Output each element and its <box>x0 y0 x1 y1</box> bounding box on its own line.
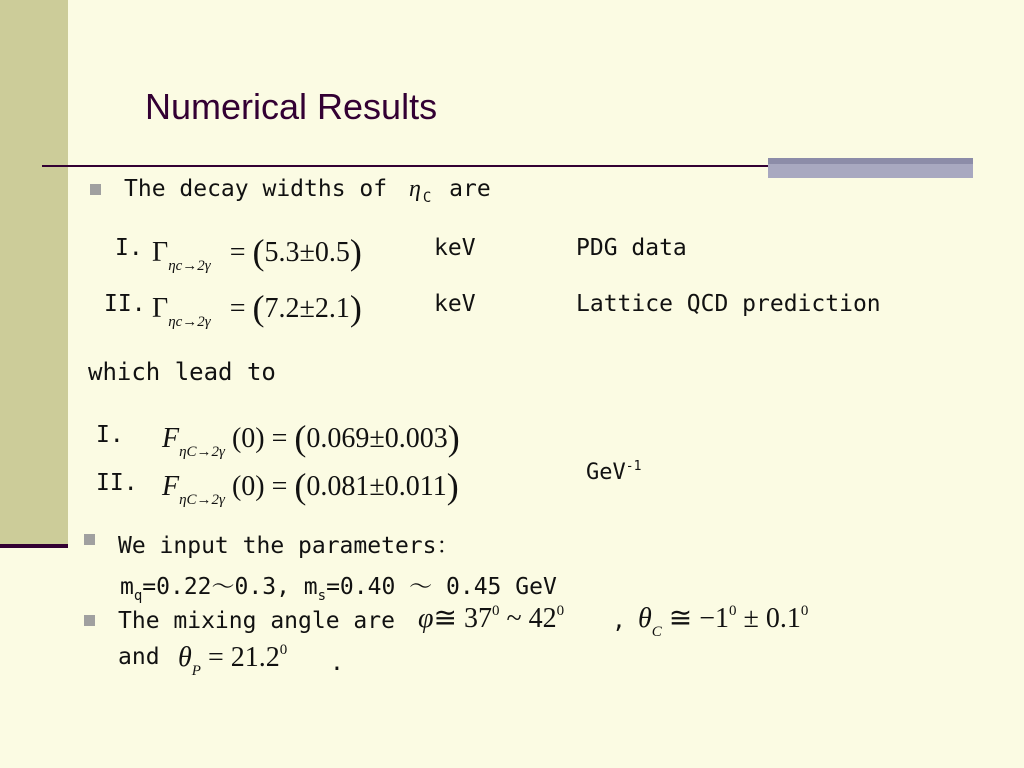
equals-sign: = <box>229 237 246 268</box>
mq-symbol: m <box>120 574 134 600</box>
bullet-text: The decay widths of <box>124 176 388 202</box>
phi-degree: 0 <box>491 603 500 619</box>
f-subscript: ηC→2γ <box>179 492 225 508</box>
width-unit-1: keV <box>434 235 476 261</box>
mq-value: =0.22～0.3, <box>142 574 290 600</box>
eta-symbol: η <box>408 176 421 202</box>
width-formula-2 <box>152 284 362 330</box>
theta-c-degree-2: 0 <box>800 603 809 619</box>
width-source-2: Lattice QCD prediction <box>576 291 881 317</box>
slide-title: Numerical Results <box>145 86 438 127</box>
ms-subscript: s <box>317 588 327 604</box>
ff-unit-base: GeV <box>586 460 626 485</box>
period: . <box>330 650 344 676</box>
phi-relation: ≅ 37 <box>433 603 492 634</box>
bullet-decay-widths <box>124 176 491 206</box>
width-value-2: 7.2±2.1 <box>264 293 350 324</box>
ms-value: =0.40 ～ 0.45 GeV <box>326 574 557 600</box>
sidebar-band <box>0 0 68 548</box>
phi-symbol: φ <box>418 603 434 634</box>
paren-open: ( <box>252 288 265 328</box>
paren-close: ) <box>447 418 460 458</box>
width-label-2: II. <box>104 291 146 317</box>
theta-p-subscript: P <box>191 663 201 679</box>
phi-range: ~ 42 <box>506 603 557 634</box>
theta-p-degree: 0 <box>279 642 288 658</box>
width-unit-2: keV <box>434 291 476 317</box>
comma: , <box>612 608 626 634</box>
lead-text: which lead to <box>88 358 276 386</box>
ff-formula-1 <box>162 414 460 460</box>
theta-c-subscript: C <box>651 624 662 640</box>
ff-unit-exp: -1 <box>625 459 642 474</box>
mq-subscript: q <box>133 588 143 604</box>
bullet-tail: are <box>449 176 491 202</box>
paren-open: ( <box>294 466 307 506</box>
paren-open: ( <box>294 418 307 458</box>
paren-close: ) <box>446 466 459 506</box>
width-value-1: 5.3±0.5 <box>264 237 350 268</box>
parameters-line <box>120 568 557 604</box>
bullet-mixing-angle: The mixing angle are <box>118 608 395 634</box>
gamma-subscript: ηc→2γ <box>168 314 211 330</box>
gamma-symbol: Γ <box>152 237 169 268</box>
theta-symbol: θ <box>178 642 192 673</box>
ff-value-1: 0.069±0.003 <box>306 423 448 454</box>
ff-formula-2 <box>162 462 459 508</box>
theta-c-uncertainty: ± 0.1 <box>743 603 801 634</box>
f-symbol: F <box>162 423 180 454</box>
f-symbol: F <box>162 471 180 502</box>
ff-argument: (0) = <box>231 423 288 454</box>
width-source-1: PDG data <box>576 235 687 261</box>
paren-close: ) <box>349 288 362 328</box>
ff-label-1: I. <box>96 422 124 448</box>
theta-symbol: θ <box>638 603 652 634</box>
width-label-1: I. <box>115 235 143 261</box>
ff-value-2: 0.081±0.011 <box>306 471 447 502</box>
bullet-square <box>84 615 95 626</box>
sidebar-accent-line <box>0 544 68 548</box>
paren-open: ( <box>252 232 265 272</box>
eta-subscript: C <box>422 190 432 206</box>
width-formula-1 <box>152 228 362 274</box>
gamma-symbol: Γ <box>152 293 169 324</box>
theta-c-formula <box>638 601 809 640</box>
f-subscript: ηC→2γ <box>179 444 225 460</box>
theta-c-relation: ≅ −1 <box>668 603 730 634</box>
phi-formula <box>418 601 564 635</box>
title-rule-bar <box>768 158 973 178</box>
gamma-subscript: ηc→2γ <box>168 258 211 274</box>
theta-c-degree: 0 <box>729 603 737 619</box>
ff-argument: (0) = <box>231 471 288 502</box>
phi-degree-2: 0 <box>556 603 565 619</box>
bullet-square <box>84 534 95 545</box>
ms-symbol: m <box>303 574 318 600</box>
ff-label-2: II. <box>96 470 138 496</box>
paren-close: ) <box>349 232 362 272</box>
bullet-parameters: We input the parameters： <box>118 533 460 559</box>
equals-sign: = <box>229 293 246 324</box>
theta-p-formula <box>178 642 288 679</box>
and-text: and <box>118 644 160 670</box>
ff-unit <box>586 460 641 485</box>
bullet-square <box>90 184 101 195</box>
theta-p-relation: = 21.2 <box>207 642 280 673</box>
